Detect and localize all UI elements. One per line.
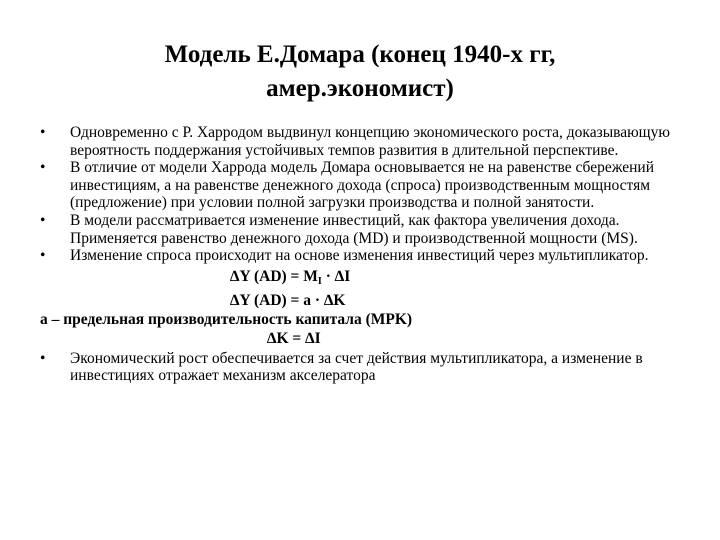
title-line-1: Модель Е.Домара (конец 1940-х гг, [164,41,556,68]
bullet-dot: • [40,247,46,265]
formula-multiplier-right: · ∆I [321,267,351,285]
slide-body [40,124,680,385]
bullet-text: В отличие от модели Харрода модель Домара основывается не на равенстве сбережений инвестициям, а на равенстве денежного дохода (спроса) производственным мощностям (предложение) при условии полной загрузки производства и полной занятости. [70,159,654,212]
formula-note: a – предельная производительность капитала (MPK) [40,310,413,328]
formula-multiplier-subscript: I [317,275,322,287]
bullet-item [40,247,680,265]
slide-title [0,38,720,106]
bullet-item [40,159,680,212]
bullet-item [40,212,680,247]
formula-multiplier [40,267,680,291]
title-line-2: амер.экономист) [266,75,454,102]
formula-investment: ∆K = ∆I [267,329,321,347]
formula-capital: ∆Y (AD) = a · ∆K [230,291,346,309]
bullet-text: Изменение спроса происходит на основе изменения инвестиций через мультипликатор. [70,247,649,265]
bullet-text: Одновременно с Р. Харродом выдвинул концепцию экономического роста, доказывающую вероятность поддержания устойчивых темпов развития в длительной перспективе. [70,124,670,159]
bullet-dot: • [40,211,46,229]
bullet-text: В модели рассматривается изменение инвестиций, как фактора увеличения дохода. Применяется равенство денежного дохода (MD) и производственной мощности (MS). [70,211,638,247]
formula-multiplier-left: ∆Y (AD) = M [230,267,318,285]
bullet-dot: • [40,349,46,367]
bullet-text: Экономический рост обеспечивается за счет действия мультипликатора, а изменение в инвестициях отражает механизм акселератора [70,349,643,385]
bullet-item [40,124,680,159]
bullet-dot: • [40,124,46,141]
bullet-dot: • [40,159,46,177]
bullet-item [40,350,680,385]
